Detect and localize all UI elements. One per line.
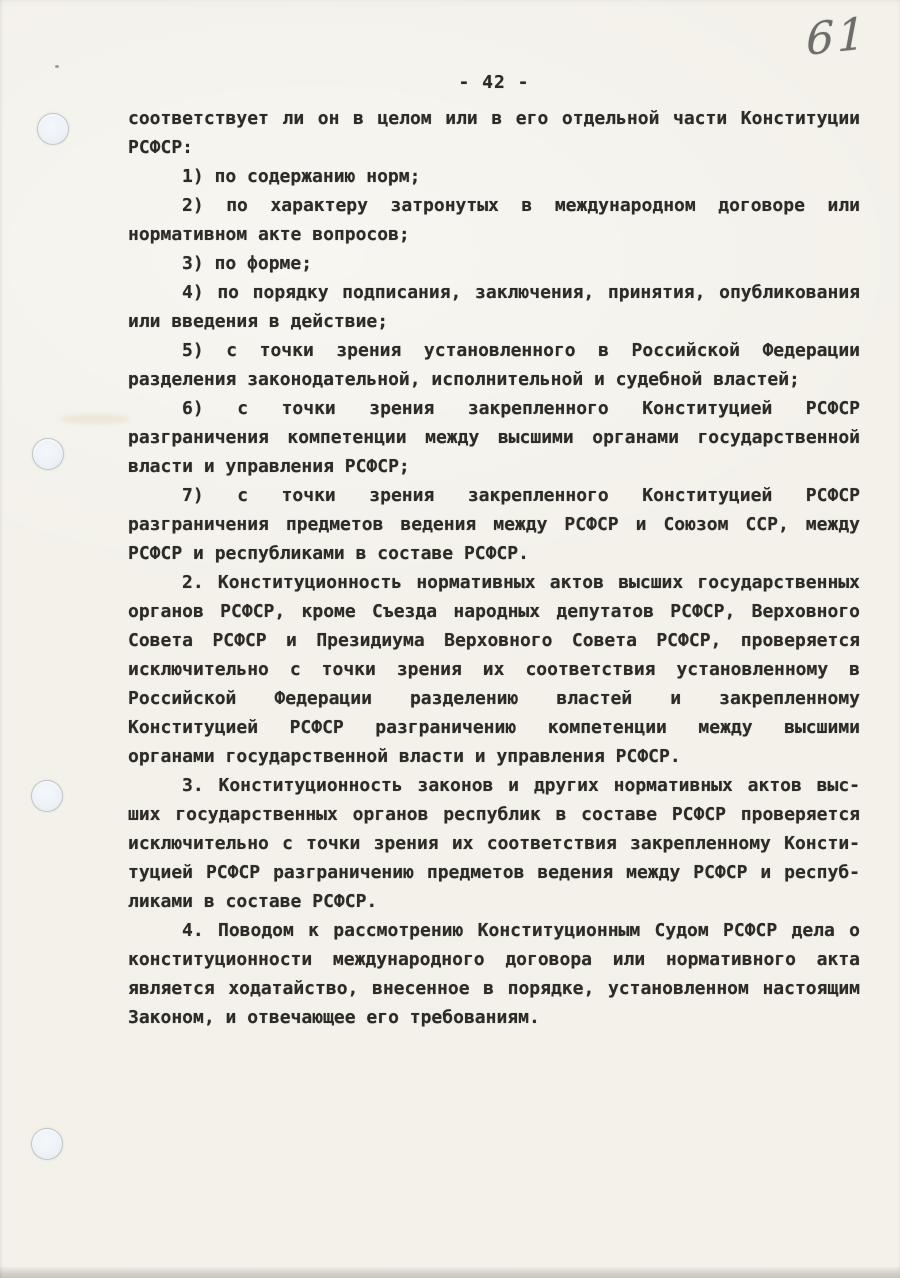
text-line: 2) по характеру затронутых в международном договоре или xyxy=(182,195,860,216)
text-line: разграничения компетенции между высшими органами государственной xyxy=(128,427,860,448)
text-line: 3) по форме; xyxy=(182,253,313,274)
punch-hole xyxy=(31,780,63,812)
text-line: РСФСР и республиками в составе РСФСР. xyxy=(128,543,529,564)
text-line: является ходатайство, внесенное в порядке, установленном настоящим xyxy=(128,978,860,999)
text-line: ликами в составе РСФСР. xyxy=(128,891,378,912)
page-number: - 42 - xyxy=(458,72,530,93)
punch-hole xyxy=(32,438,64,470)
text-line: РСФСР: xyxy=(128,137,194,158)
paragraph xyxy=(128,162,860,191)
text-line: ших государственных органов республик в составе РСФСР проверяется xyxy=(128,804,860,825)
text-line: Совета РСФСР и Президиума Верховного Совета РСФСР, проверяется xyxy=(128,630,860,651)
text-line: исключительно с точки зрения их соответствия закрепленному Консти- xyxy=(128,833,860,854)
text-line: исключительно с точки зрения их соответствия установленному в xyxy=(128,659,860,680)
punch-hole xyxy=(31,1128,63,1160)
text-line: органами государственной власти и управления РСФСР. xyxy=(128,746,681,767)
paragraph xyxy=(128,916,860,1032)
paper-speck xyxy=(55,65,59,68)
paragraph xyxy=(128,278,860,336)
text-line: разделения законодательной, исполнительной и судебной властей; xyxy=(128,369,800,390)
text-line: 6) с точки зрения закрепленного Конституцией РСФСР xyxy=(182,398,860,419)
text-line: 4) по порядку подписания, заключения, принятия, опубликования xyxy=(182,282,860,303)
text-line: разграничения предметов ведения между РСФСР и Союзом ССР, между xyxy=(128,514,860,535)
text-line: или введения в действие; xyxy=(128,311,389,332)
paper-smudge xyxy=(60,414,130,424)
paragraph xyxy=(128,481,860,568)
document-body xyxy=(128,104,860,1032)
paragraph xyxy=(128,336,860,394)
text-line: Российской Федерации разделению властей и закрепленному xyxy=(128,688,860,709)
punch-hole xyxy=(37,113,69,145)
text-line: туцией РСФСР разграничению предметов ведения между РСФСР и респуб- xyxy=(128,862,860,883)
text-line: органов РСФСР, кроме Съезда народных депутатов РСФСР, Верховного xyxy=(128,601,860,622)
text-line: 5) с точки зрения установленного в Российской Федерации xyxy=(182,340,860,361)
text-line: 2. Конституционность нормативных актов высших государственных xyxy=(182,572,860,593)
paragraph xyxy=(128,568,860,771)
text-line: Конституцией РСФСР разграничению компетенции между высшими xyxy=(128,717,860,738)
text-line: 3. Конституционность законов и других нормативных актов выс- xyxy=(182,775,860,796)
paragraph xyxy=(128,104,860,162)
paragraph xyxy=(128,191,860,249)
paragraph xyxy=(128,771,860,916)
text-line: соответствует ли он в целом или в его отдельной части Конституции xyxy=(128,108,860,129)
text-line: 4. Поводом к рассмотрению Конституционным Судом РСФСР дела о xyxy=(182,920,860,941)
text-line: власти и управления РСФСР; xyxy=(128,456,410,477)
paragraph xyxy=(128,394,860,481)
text-line: конституционности международного договора или нормативного акта xyxy=(128,949,860,970)
text-line: 1) по содержанию норм; xyxy=(182,166,421,187)
text-line: 7) с точки зрения закрепленного Конституцией РСФСР xyxy=(182,485,860,506)
text-line: Законом, и отвечающее его требованиям. xyxy=(128,1007,540,1028)
handwritten-folio-number: 61 xyxy=(806,8,868,66)
text-line: нормативном акте вопросов; xyxy=(128,224,410,245)
paragraph xyxy=(128,249,860,278)
